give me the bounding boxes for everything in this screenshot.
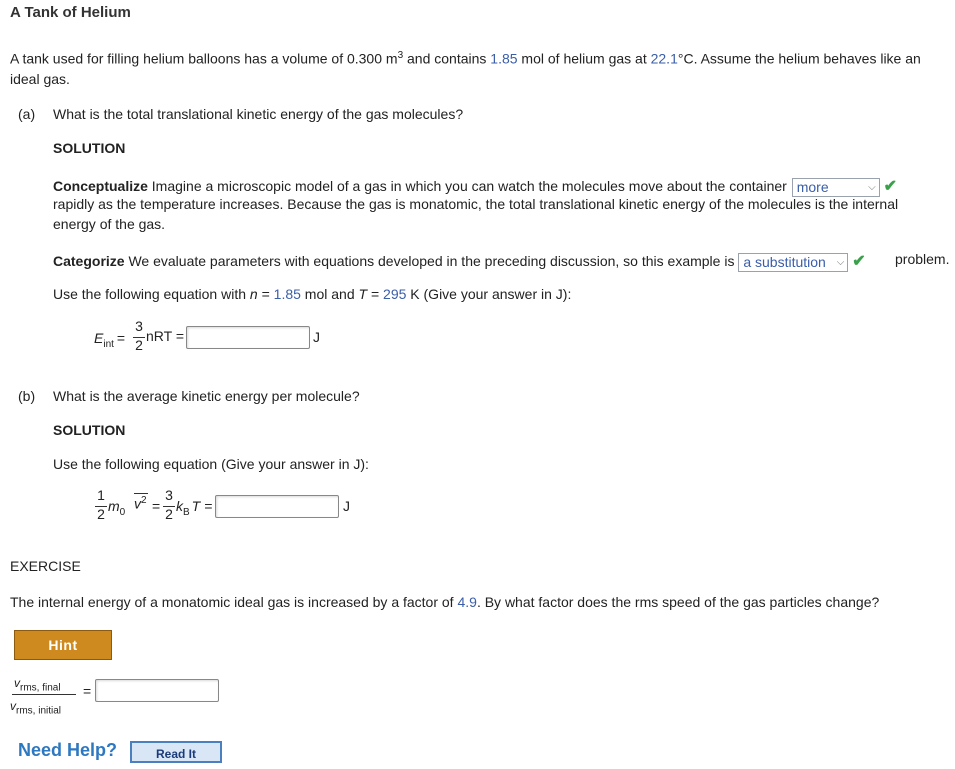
fraction-denominator: 2: [97, 506, 105, 522]
instruction-text: K (Give your answer in J):: [406, 286, 572, 302]
equals-text: =: [367, 286, 384, 302]
equals-text: =: [257, 286, 274, 302]
fraction-bar: [12, 694, 76, 695]
v-symbol: v: [10, 699, 16, 713]
ke-unit: J: [343, 498, 350, 514]
rms-factor-input[interactable]: [95, 679, 219, 702]
conceptualize-select-value: more: [796, 178, 829, 195]
moles-value: 1.85: [490, 50, 518, 67]
k-sub: B: [183, 506, 190, 518]
kbt-expression: [176, 498, 212, 518]
conceptualize-line-1: [53, 176, 897, 197]
categorize-select[interactable]: [738, 253, 848, 272]
intro-text: A tank used for filling helium balloons has a volume of 0.300 m: [10, 50, 398, 67]
categorize-select-value: a substitution: [743, 253, 826, 270]
checkmark-icon: ✔: [852, 253, 866, 270]
eint-answer-input[interactable]: [186, 326, 310, 349]
part-b-label: (b): [18, 388, 36, 404]
part-b-question: What is the average kinetic energy per molecule?: [53, 388, 360, 404]
k-symbol: k: [176, 498, 183, 514]
v-sup: 2: [141, 495, 147, 506]
part-a-label: (a): [18, 106, 36, 122]
part-b-instruction: Use the following equation (Give your answer in J):: [53, 456, 369, 472]
categorize-text: We evaluate parameters with equations developed in the preceding discussion, so this example is: [124, 253, 735, 269]
intro-line-2: ideal gas.: [10, 71, 70, 87]
instruction-text: Use the following equation with: [53, 286, 250, 302]
instruction-text: mol and: [300, 286, 359, 302]
intro-text: °C. Assume the helium behaves like an: [677, 50, 921, 67]
intro-sup: 3: [397, 50, 404, 61]
v-symbol: v: [14, 676, 20, 690]
overline-bar: [134, 493, 148, 494]
categorize-line: [53, 251, 866, 272]
chevron-down-icon: ⌵: [868, 181, 876, 193]
fraction-numerator: 3: [165, 487, 173, 503]
exercise-text-part: The internal energy of a monatomic ideal gas is increased by a factor of: [10, 594, 458, 610]
eint-symbol: $E_{int}$ =: [94, 330, 126, 350]
exercise-text-part: . By what factor does the rms speed of the gas particles change?: [476, 594, 880, 610]
conceptualize-line-3: energy of the gas.: [53, 216, 166, 232]
t-value: 295: [383, 286, 407, 302]
exercise-text: [10, 594, 879, 610]
velocity-squared: [134, 495, 147, 512]
fraction-numerator: 1: [97, 487, 105, 503]
conceptualize-label: Conceptualize: [53, 178, 148, 194]
m-symbol: m: [108, 498, 120, 514]
intro-text: and contains: [403, 50, 491, 67]
nrt-expression: nRT =: [146, 328, 185, 344]
checkmark-icon: ✔: [883, 178, 897, 195]
n-value: 1.85: [273, 286, 301, 302]
part-a-solution-label: SOLUTION: [53, 140, 126, 156]
intro-text: mol of helium gas at: [517, 50, 651, 67]
part-b-solution-label: SOLUTION: [53, 422, 126, 438]
equals-sign: =: [152, 498, 161, 514]
n-variable: n: [249, 286, 258, 302]
fraction-denominator: 2: [165, 506, 173, 522]
vrms-final-label: [14, 676, 61, 693]
fraction-numerator: 3: [135, 318, 143, 334]
eint-unit: J: [313, 329, 320, 345]
categorize-after: problem.: [895, 251, 950, 267]
page-title: A Tank of Helium: [10, 4, 131, 21]
part-a-question: What is the total translational kinetic energy of the gas molecules?: [53, 106, 464, 122]
eint-e: E: [94, 330, 104, 346]
v-symbol: v: [134, 495, 141, 512]
need-help-label: Need Help?: [18, 740, 118, 760]
v-final-sub: rms, final: [20, 682, 61, 694]
m-sub: 0: [119, 506, 126, 518]
fraction-denominator: 2: [135, 337, 143, 353]
equals-sign: =: [83, 683, 92, 699]
energy-factor-value: 4.9: [457, 594, 477, 610]
hint-button[interactable]: Hint: [14, 630, 112, 660]
temperature-value: 22.1: [650, 50, 678, 67]
categorize-label: Categorize: [53, 253, 125, 269]
read-it-button[interactable]: Read It: [130, 741, 222, 763]
conceptualize-text: Imagine a microscopic model of a gas in which you can watch the molecules move about the container: [147, 178, 787, 194]
chevron-down-icon: ⌵: [836, 256, 845, 268]
eint-sub: int: [103, 338, 114, 350]
ke-per-molecule-input[interactable]: [215, 495, 339, 518]
part-a-instruction: [53, 286, 571, 302]
mass-symbol: [108, 498, 125, 518]
t-variable: T: [358, 286, 368, 302]
v-initial-sub: rms, initial: [16, 705, 62, 717]
conceptualize-line-2: rapidly as the temperature increases. Because the gas is monatomic, the total translational kinetic energy of the molecules is the internal: [53, 196, 899, 212]
t-equals: T =: [191, 498, 213, 514]
exercise-label: EXERCISE: [10, 558, 81, 574]
conceptualize-select[interactable]: [792, 178, 880, 197]
intro-line-1: [10, 50, 921, 67]
vrms-initial-label: [10, 699, 61, 716]
